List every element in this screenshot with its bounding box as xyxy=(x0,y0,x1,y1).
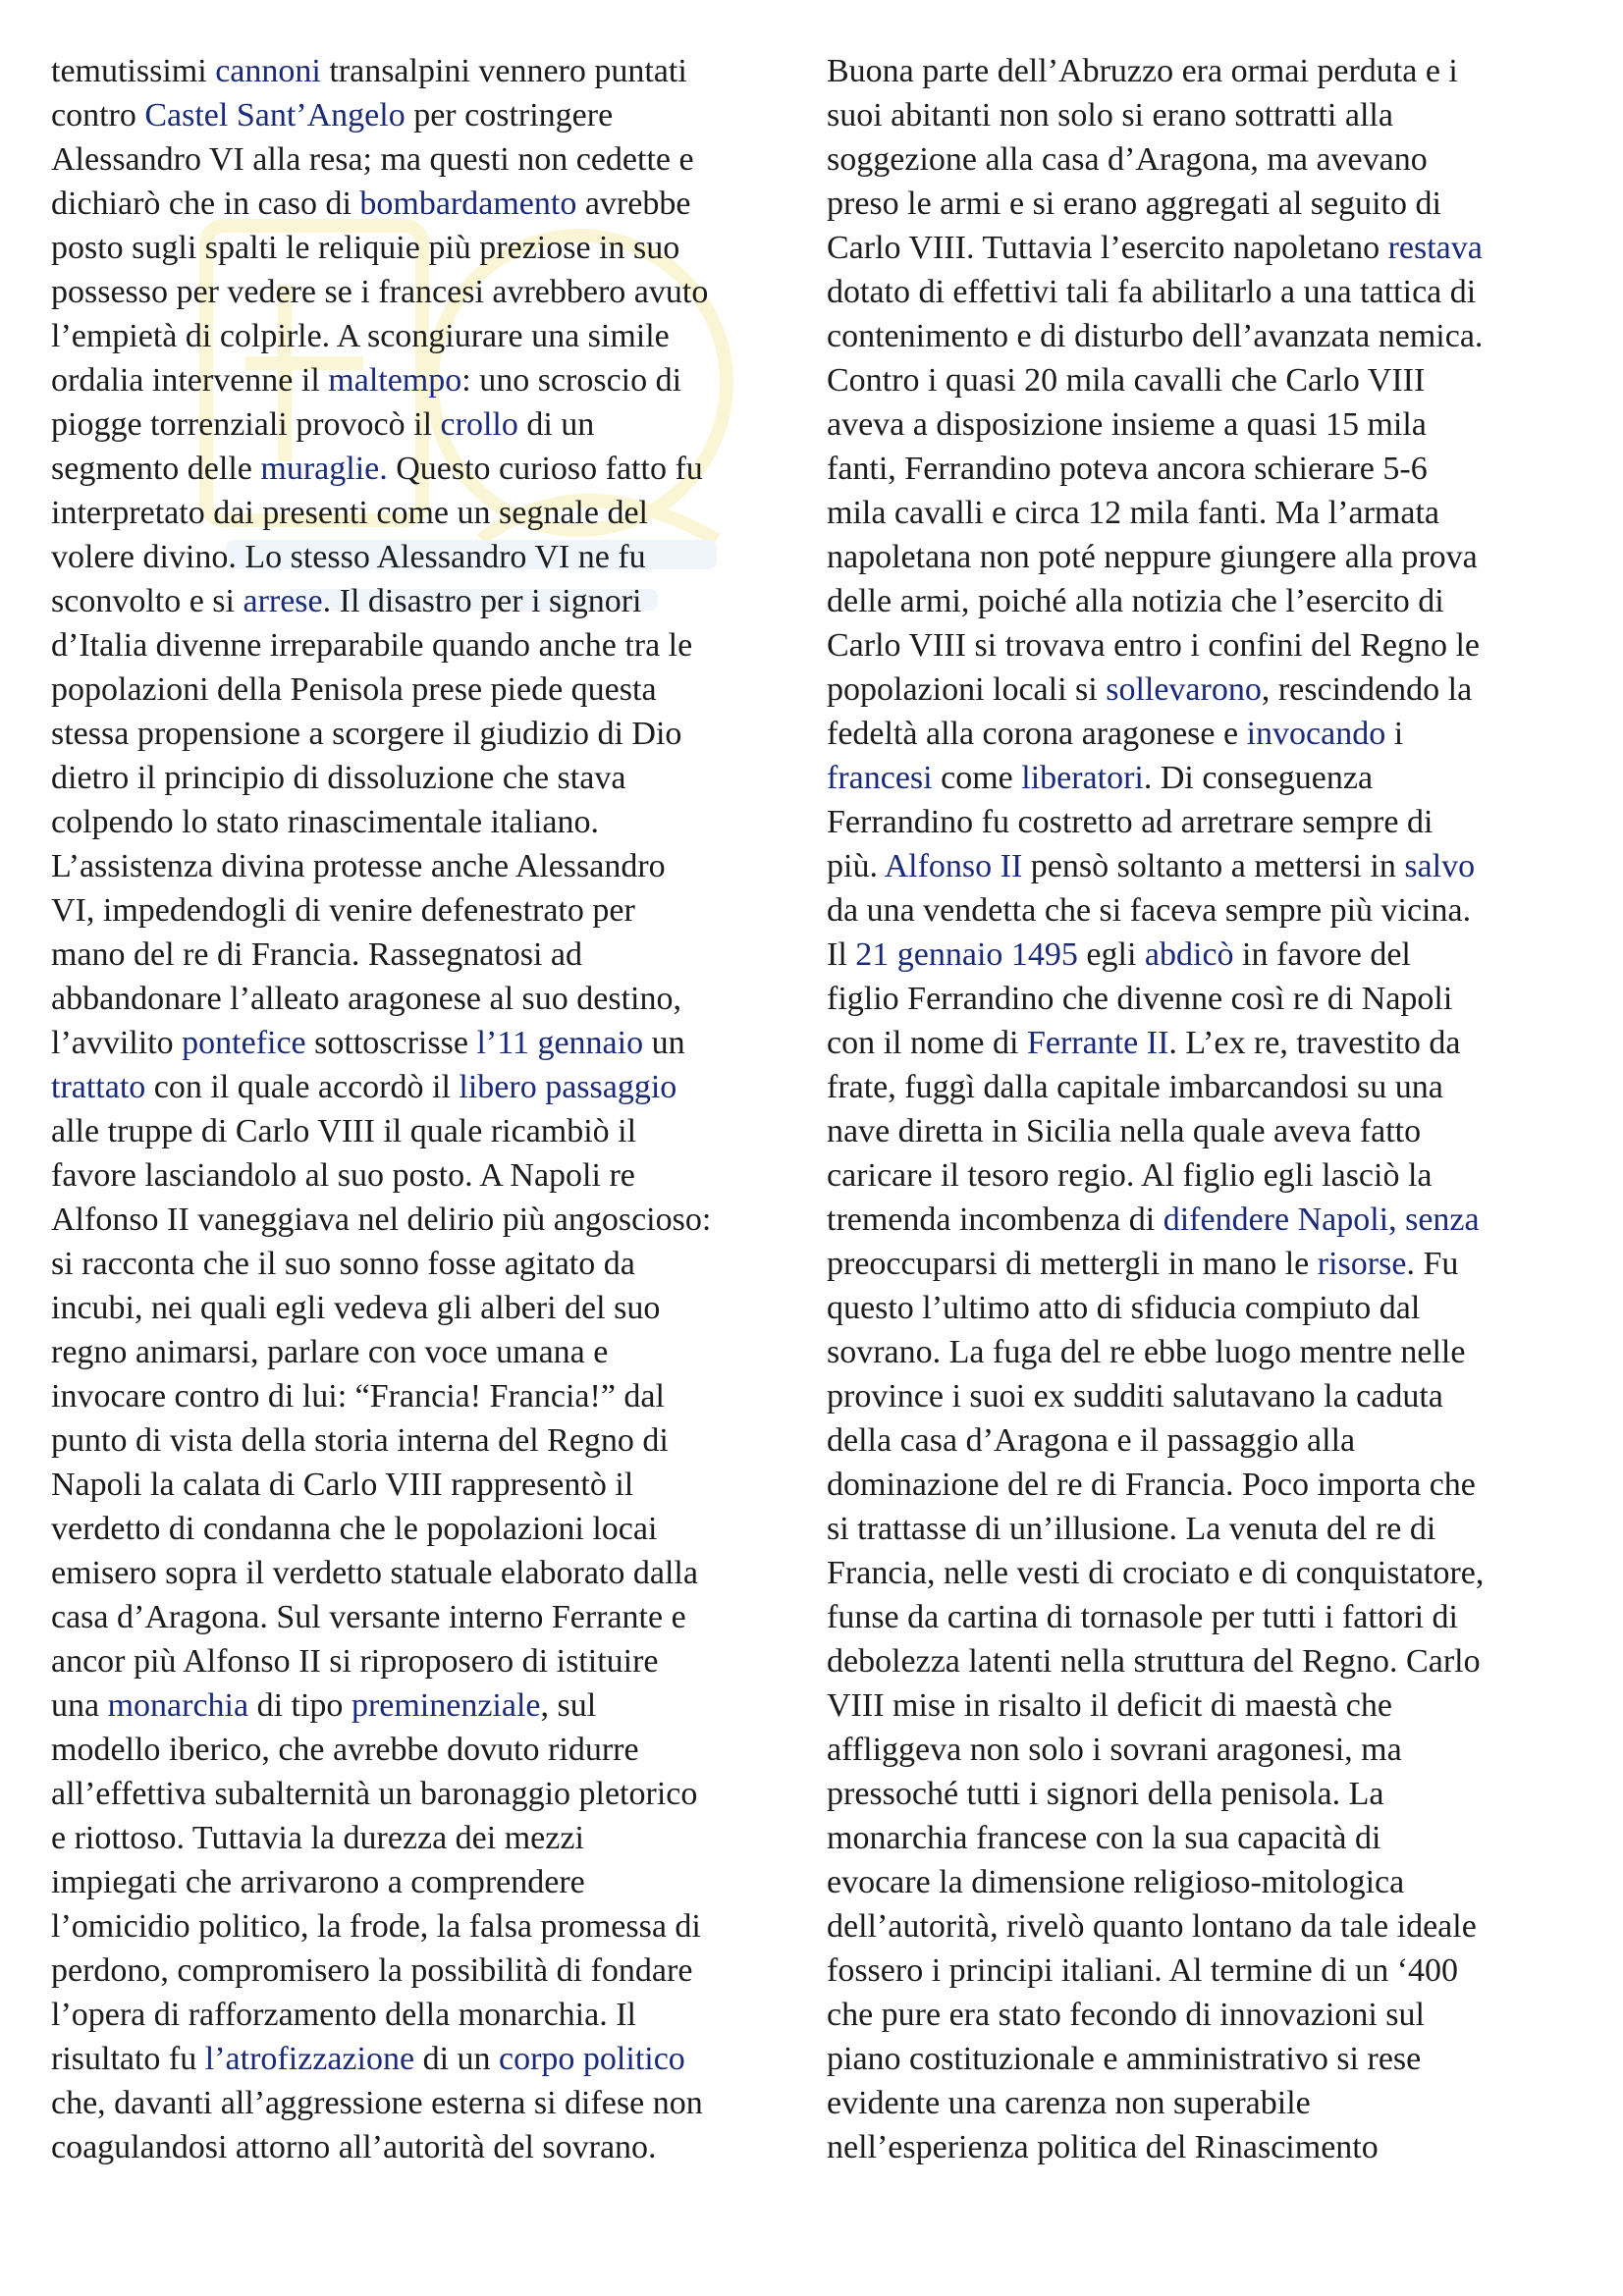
text-line xyxy=(51,1683,827,1728)
text-run: che, davanti all’aggressione esterna si difese non xyxy=(51,2085,703,2121)
text-run: di un xyxy=(414,2041,500,2077)
text-run: perdono, compromisero la possibilità di fondare xyxy=(51,1952,693,1989)
text-run: monarchia francese con la sua capacità di xyxy=(827,1820,1381,1856)
text-run: dell’autorità, rivelò quanto lontano da tale ideale xyxy=(827,1908,1477,1945)
hyperlink[interactable]: monarchia xyxy=(107,1687,249,1724)
text-run: transalpini vennero puntati xyxy=(320,53,687,89)
hyperlink[interactable]: liberatori xyxy=(1021,760,1144,796)
text-run: emisero sopra il verdetto statuale elaborato dalla xyxy=(51,1555,698,1591)
hyperlink[interactable]: cannoni xyxy=(215,53,321,89)
text-run: caricare il tesoro regio. Al figlio egli lasciò la xyxy=(827,1157,1433,1194)
text-run: preoccuparsi di mettergli in mano le xyxy=(827,1246,1318,1282)
text-line xyxy=(51,888,827,933)
text-line xyxy=(827,888,1602,933)
text-line xyxy=(827,1639,1602,1683)
hyperlink[interactable]: l’11 gennaio xyxy=(476,1025,644,1061)
text-line xyxy=(51,1949,827,1993)
text-line xyxy=(51,1639,827,1683)
text-line xyxy=(51,933,827,977)
text-line xyxy=(827,1860,1602,1904)
text-run: d’Italia divenne irreparabile quando anche tra le xyxy=(51,627,693,664)
text-run: alle truppe di Carlo VIII il quale ricambiò il xyxy=(51,1113,637,1149)
text-line xyxy=(51,756,827,800)
text-line xyxy=(827,1330,1602,1374)
text-run: si trattasse di un’illusione. La venuta del re di xyxy=(827,1511,1436,1547)
text-run: frate, fuggì dalla capitale imbarcandosi su una xyxy=(827,1069,1443,1105)
text-run: . Il disastro per i signori xyxy=(322,583,642,619)
text-line xyxy=(827,1463,1602,1507)
text-line xyxy=(51,844,827,888)
text-run: popolazioni locali si xyxy=(827,671,1107,708)
text-run: piano costituzionale e amministrativo si rese xyxy=(827,2041,1422,2077)
text-run: fanti, Ferrandino poteva ancora schierare 5-6 xyxy=(827,451,1428,487)
text-run: contenimento e di disturbo dell’avanzata nemica. xyxy=(827,318,1484,354)
text-line xyxy=(827,977,1602,1021)
text-line xyxy=(51,2081,827,2125)
text-run: dichiarò che in caso di xyxy=(51,186,360,222)
text-line xyxy=(827,137,1602,182)
text-line xyxy=(827,579,1602,623)
text-line xyxy=(827,1021,1602,1065)
text-line xyxy=(51,2125,827,2169)
hyperlink[interactable]: crollo xyxy=(440,406,518,443)
text-run: suoi abitanti non solo si erano sottratti alla xyxy=(827,97,1393,133)
text-line xyxy=(827,1198,1602,1242)
text-run: sottoscrisse xyxy=(305,1025,477,1061)
text-line xyxy=(51,800,827,844)
hyperlink[interactable]: Ferrante II xyxy=(1026,1025,1169,1061)
text-run: impiegati che arrivarono a comprendere xyxy=(51,1864,585,1900)
text-line xyxy=(51,579,827,623)
text-run: avrebbe xyxy=(576,186,691,222)
text-line xyxy=(827,933,1602,977)
text-run: regno animarsi, parlare con voce umana e xyxy=(51,1334,609,1370)
text-run: si racconta che il suo sonno fosse agitato da xyxy=(51,1246,635,1282)
text-run: Francia, nelle vesti di crociato e di conquistatore, xyxy=(827,1555,1485,1591)
text-line xyxy=(51,93,827,137)
text-run: . L’ex re, travestito da xyxy=(1168,1025,1461,1061)
hyperlink[interactable]: difendere Napoli, senza xyxy=(1163,1201,1480,1238)
text-line xyxy=(51,712,827,756)
hyperlink[interactable]: trattato xyxy=(51,1069,146,1105)
text-line xyxy=(827,2081,1602,2125)
text-line xyxy=(827,1065,1602,1109)
text-line xyxy=(827,1242,1602,1286)
text-run: con il quale accordò il xyxy=(145,1069,460,1105)
text-line xyxy=(827,535,1602,579)
text-line xyxy=(827,1109,1602,1153)
text-line xyxy=(51,270,827,314)
text-line xyxy=(827,314,1602,358)
text-line xyxy=(51,2037,827,2081)
text-line xyxy=(827,49,1602,93)
hyperlink[interactable]: muraglie. xyxy=(260,451,388,487)
text-line xyxy=(827,447,1602,491)
text-run: dotato di effettivi tali fa abilitarlo a una tattica di xyxy=(827,274,1477,310)
text-line xyxy=(827,2125,1602,2169)
text-run: fedeltà alla corona aragonese e xyxy=(827,716,1247,752)
text-run: di tipo xyxy=(248,1687,352,1724)
hyperlink[interactable]: invocando xyxy=(1246,716,1386,752)
text-line xyxy=(51,226,827,270)
text-run: casa d’Aragona. Sul versante interno Ferrante e xyxy=(51,1599,686,1635)
text-line xyxy=(51,1772,827,1816)
hyperlink[interactable]: risorse xyxy=(1317,1246,1407,1282)
text-run: L’assistenza divina protesse anche Alessandro xyxy=(51,848,666,884)
text-run: sconvolto e si xyxy=(51,583,243,619)
text-line xyxy=(51,977,827,1021)
text-run: Alfonso II vaneggiava nel delirio più angoscioso: xyxy=(51,1201,712,1238)
text-line xyxy=(827,1904,1602,1949)
text-line xyxy=(51,1463,827,1507)
hyperlink[interactable]: francesi xyxy=(827,760,933,796)
text-line xyxy=(51,1728,827,1772)
text-run: risultato fu xyxy=(51,2041,205,2077)
text-run: interpretato dai presenti come un segnale del xyxy=(51,495,648,531)
text-run: l’opera di rafforzamento della monarchia. Il xyxy=(51,1997,636,2033)
text-run: fossero i principi italiani. Al termine di un ‘400 xyxy=(827,1952,1459,1989)
text-run: delle armi, poiché alla notizia che l’esercito di xyxy=(827,583,1444,619)
text-line xyxy=(827,844,1602,888)
text-line xyxy=(51,402,827,447)
text-run: Contro i quasi 20 mila cavalli che Carlo VIII xyxy=(827,362,1426,399)
text-run: piogge torrenziali provocò il xyxy=(51,406,441,443)
text-run: : uno scroscio di xyxy=(461,362,682,399)
text-run: napoletana non poté neppure giungere alla prova xyxy=(827,539,1478,575)
text-line xyxy=(827,1772,1602,1816)
hyperlink[interactable]: pontefice xyxy=(182,1025,306,1061)
text-line xyxy=(51,491,827,535)
text-run: questo l’ultimo atto di sfiducia compiuto dal xyxy=(827,1290,1421,1326)
text-run: pressoché tutti i signori della penisola. La xyxy=(827,1776,1384,1812)
text-run: debolezza latenti nella struttura del Regno. Carlo xyxy=(827,1643,1481,1680)
text-line xyxy=(827,1507,1602,1551)
text-run: province i suoi ex sudditi salutavano la caduta xyxy=(827,1378,1443,1415)
text-line xyxy=(827,1816,1602,1860)
text-run: verdetto di condanna che le popolazioni locai xyxy=(51,1511,658,1547)
text-run: Alessandro VI alla resa; ma questi non cedette e xyxy=(51,141,694,178)
hyperlink[interactable]: arrese xyxy=(243,583,323,619)
text-run: soggezione alla casa d’Aragona, ma avevano xyxy=(827,141,1428,178)
text-run: Napoli la calata di Carlo VIII rappresentò il xyxy=(51,1467,634,1503)
text-line xyxy=(51,1993,827,2037)
text-run: evocare la dimensione religioso-mitologica xyxy=(827,1864,1405,1900)
text-line xyxy=(51,667,827,712)
text-line xyxy=(827,1949,1602,1993)
left-column xyxy=(51,49,827,2169)
text-line xyxy=(51,1198,827,1242)
text-run: ancor più Alfonso II si riproposero di istituire xyxy=(51,1643,659,1680)
text-run: preso le armi e si erano aggregati al seguito di xyxy=(827,186,1441,222)
text-run: favore lasciandolo al suo posto. A Napoli re xyxy=(51,1157,635,1194)
text-run: punto di vista della storia interna del Regno di xyxy=(51,1422,669,1459)
text-run: , sul xyxy=(540,1687,597,1724)
text-run: come xyxy=(932,760,1022,796)
text-line xyxy=(827,1595,1602,1639)
text-run: i xyxy=(1385,716,1404,752)
text-run: segmento delle xyxy=(51,451,261,487)
text-run: più. xyxy=(827,848,885,884)
text-line xyxy=(827,491,1602,535)
text-line xyxy=(827,270,1602,314)
text-run: evidente una carenza non superabile xyxy=(827,2085,1311,2121)
text-line xyxy=(827,1993,1602,2037)
hyperlink[interactable]: restava xyxy=(1387,230,1483,266)
hyperlink[interactable]: l’atrofizzazione xyxy=(204,2041,415,2077)
text-line xyxy=(827,226,1602,270)
text-line xyxy=(51,1507,827,1551)
text-line xyxy=(51,535,827,579)
text-run: , rescindendo la xyxy=(1261,671,1473,708)
text-run: nell’esperienza politica del Rinascimento xyxy=(827,2129,1379,2165)
text-run: Carlo VIII si trovava entro i confini del Regno le xyxy=(827,627,1481,664)
text-run: tremenda incombenza di xyxy=(827,1201,1163,1238)
hyperlink[interactable]: preminenziale xyxy=(351,1687,541,1724)
text-run: per costringere xyxy=(405,97,614,133)
text-run: della casa d’Aragona e il passaggio alla xyxy=(827,1422,1356,1459)
text-run: Buona parte dell’Abruzzo era ormai perduta e i xyxy=(827,53,1458,89)
text-run: Carlo VIII. Tuttavia l’esercito napoletano xyxy=(827,230,1388,266)
text-run: temutissimi xyxy=(51,53,216,89)
text-run: colpendo lo stato rinascimentale italiano. xyxy=(51,804,599,840)
text-line xyxy=(51,1109,827,1153)
text-line xyxy=(51,314,827,358)
text-run: possesso per vedere se i francesi avrebbero avuto xyxy=(51,274,709,310)
right-column xyxy=(827,49,1602,2169)
text-line xyxy=(51,1418,827,1463)
text-run: . Fu xyxy=(1406,1246,1459,1282)
text-run: egli xyxy=(1077,936,1145,973)
text-line xyxy=(827,1683,1602,1728)
text-line xyxy=(827,623,1602,667)
text-run: dietro il principio di dissoluzione che stava xyxy=(51,760,626,796)
text-run: l’avvilito xyxy=(51,1025,183,1061)
text-line xyxy=(51,137,827,182)
text-line xyxy=(51,49,827,93)
text-line xyxy=(827,1286,1602,1330)
text-line xyxy=(51,1330,827,1374)
text-line xyxy=(827,93,1602,137)
text-run: invocare contro di lui: “Francia! Francia!” dal xyxy=(51,1378,665,1415)
hyperlink[interactable]: sollevarono xyxy=(1106,671,1262,708)
text-line xyxy=(51,1904,827,1949)
text-run: che pure era stato fecondo di innovazioni sul xyxy=(827,1997,1425,2033)
text-line xyxy=(827,1374,1602,1418)
text-run: dominazione del re di Francia. Poco importa che xyxy=(827,1467,1476,1503)
text-line xyxy=(827,1728,1602,1772)
text-line xyxy=(827,1153,1602,1198)
text-run: posto sugli spalti le reliquie più preziose in suo xyxy=(51,230,680,266)
text-line xyxy=(827,1551,1602,1595)
text-run: con il nome di xyxy=(827,1025,1027,1061)
text-run: l’omicidio politico, la frode, la falsa promessa di xyxy=(51,1908,701,1945)
text-run: stessa propensione a scorgere il giudizio di Dio xyxy=(51,716,682,752)
text-line xyxy=(51,1551,827,1595)
text-run: Questo curioso fatto fu xyxy=(387,451,703,487)
text-run: pensò soltanto a mettersi in xyxy=(1022,848,1405,884)
text-line xyxy=(51,1286,827,1330)
text-run: Ferrandino fu costretto ad arretrare sempre di xyxy=(827,804,1434,840)
text-run: VI, impedendogli di venire defenestrato per xyxy=(51,892,635,929)
text-line xyxy=(51,358,827,402)
hyperlink[interactable]: Alfonso II xyxy=(884,848,1023,884)
text-run: figlio Ferrandino che divenne così re di Napoli xyxy=(827,981,1453,1017)
text-run: volere divino. Lo stesso Alessandro VI ne fu xyxy=(51,539,646,575)
text-run: una xyxy=(51,1687,108,1724)
text-run: popolazioni della Penisola prese piede questa xyxy=(51,671,657,708)
text-run: sovrano. La fuga del re ebbe luogo mentre nelle xyxy=(827,1334,1466,1370)
text-line xyxy=(827,358,1602,402)
hyperlink[interactable]: Castel Sant’Angelo xyxy=(144,97,406,133)
text-run: ordalia intervenne il xyxy=(51,362,329,399)
hyperlink[interactable]: corpo politico xyxy=(499,2041,685,2077)
text-run: all’effettiva subalternità un baronaggio pletorico xyxy=(51,1776,698,1812)
text-line xyxy=(827,667,1602,712)
text-line xyxy=(51,1860,827,1904)
hyperlink[interactable]: salvo xyxy=(1404,848,1476,884)
text-line xyxy=(51,1595,827,1639)
text-line xyxy=(827,1418,1602,1463)
text-line xyxy=(51,1065,827,1109)
text-line xyxy=(51,1153,827,1198)
hyperlink[interactable]: libero passaggio xyxy=(459,1069,677,1105)
text-line xyxy=(827,756,1602,800)
text-run: funse da cartina di tornasole per tutti i fattori di xyxy=(827,1599,1458,1635)
text-run: mano del re di Francia. Rassegnatosi ad xyxy=(51,936,583,973)
text-line xyxy=(51,1021,827,1065)
text-run: aveva a disposizione insieme a quasi 15 mila xyxy=(827,406,1427,443)
text-run: modello iberico, che avrebbe dovuto ridurre xyxy=(51,1732,639,1768)
text-run: contro xyxy=(51,97,145,133)
text-run: abbandonare l’alleato aragonese al suo destino, xyxy=(51,981,681,1017)
text-line xyxy=(51,447,827,491)
text-line xyxy=(51,1242,827,1286)
text-line xyxy=(51,182,827,226)
text-line xyxy=(51,1374,827,1418)
text-run: incubi, nei quali egli vedeva gli alberi del suo xyxy=(51,1290,661,1326)
text-line xyxy=(827,800,1602,844)
text-run: VIII mise in risalto il deficit di maestà che xyxy=(827,1687,1392,1724)
text-run: in favore del xyxy=(1233,936,1411,973)
text-line xyxy=(827,2037,1602,2081)
text-run: di un xyxy=(517,406,595,443)
text-run: l’empietà di colpirle. A scongiurare una simile xyxy=(51,318,670,354)
hyperlink[interactable]: 21 gennaio 1495 xyxy=(855,936,1078,973)
text-line xyxy=(827,182,1602,226)
text-line xyxy=(827,712,1602,756)
hyperlink[interactable]: abdicò xyxy=(1144,936,1234,973)
text-run: Il xyxy=(827,936,856,973)
text-line xyxy=(51,1816,827,1860)
text-run: un xyxy=(643,1025,685,1061)
text-run: nave diretta in Sicilia nella quale aveva fatto xyxy=(827,1113,1422,1149)
text-run: . Di conseguenza xyxy=(1143,760,1374,796)
text-run: affliggeva non solo i sovrani aragonesi, ma xyxy=(827,1732,1402,1768)
text-line xyxy=(827,402,1602,447)
text-run: coagulandosi attorno all’autorità del sovrano. xyxy=(51,2129,657,2165)
hyperlink[interactable]: maltempo xyxy=(328,362,462,399)
text-run: e riottoso. Tuttavia la durezza dei mezzi xyxy=(51,1820,584,1856)
text-line xyxy=(51,623,827,667)
text-run: da una vendetta che si faceva sempre più vicina. xyxy=(827,892,1472,929)
text-run: mila cavalli e circa 12 mila fanti. Ma l’armata xyxy=(827,495,1439,531)
hyperlink[interactable]: bombardamento xyxy=(359,186,577,222)
